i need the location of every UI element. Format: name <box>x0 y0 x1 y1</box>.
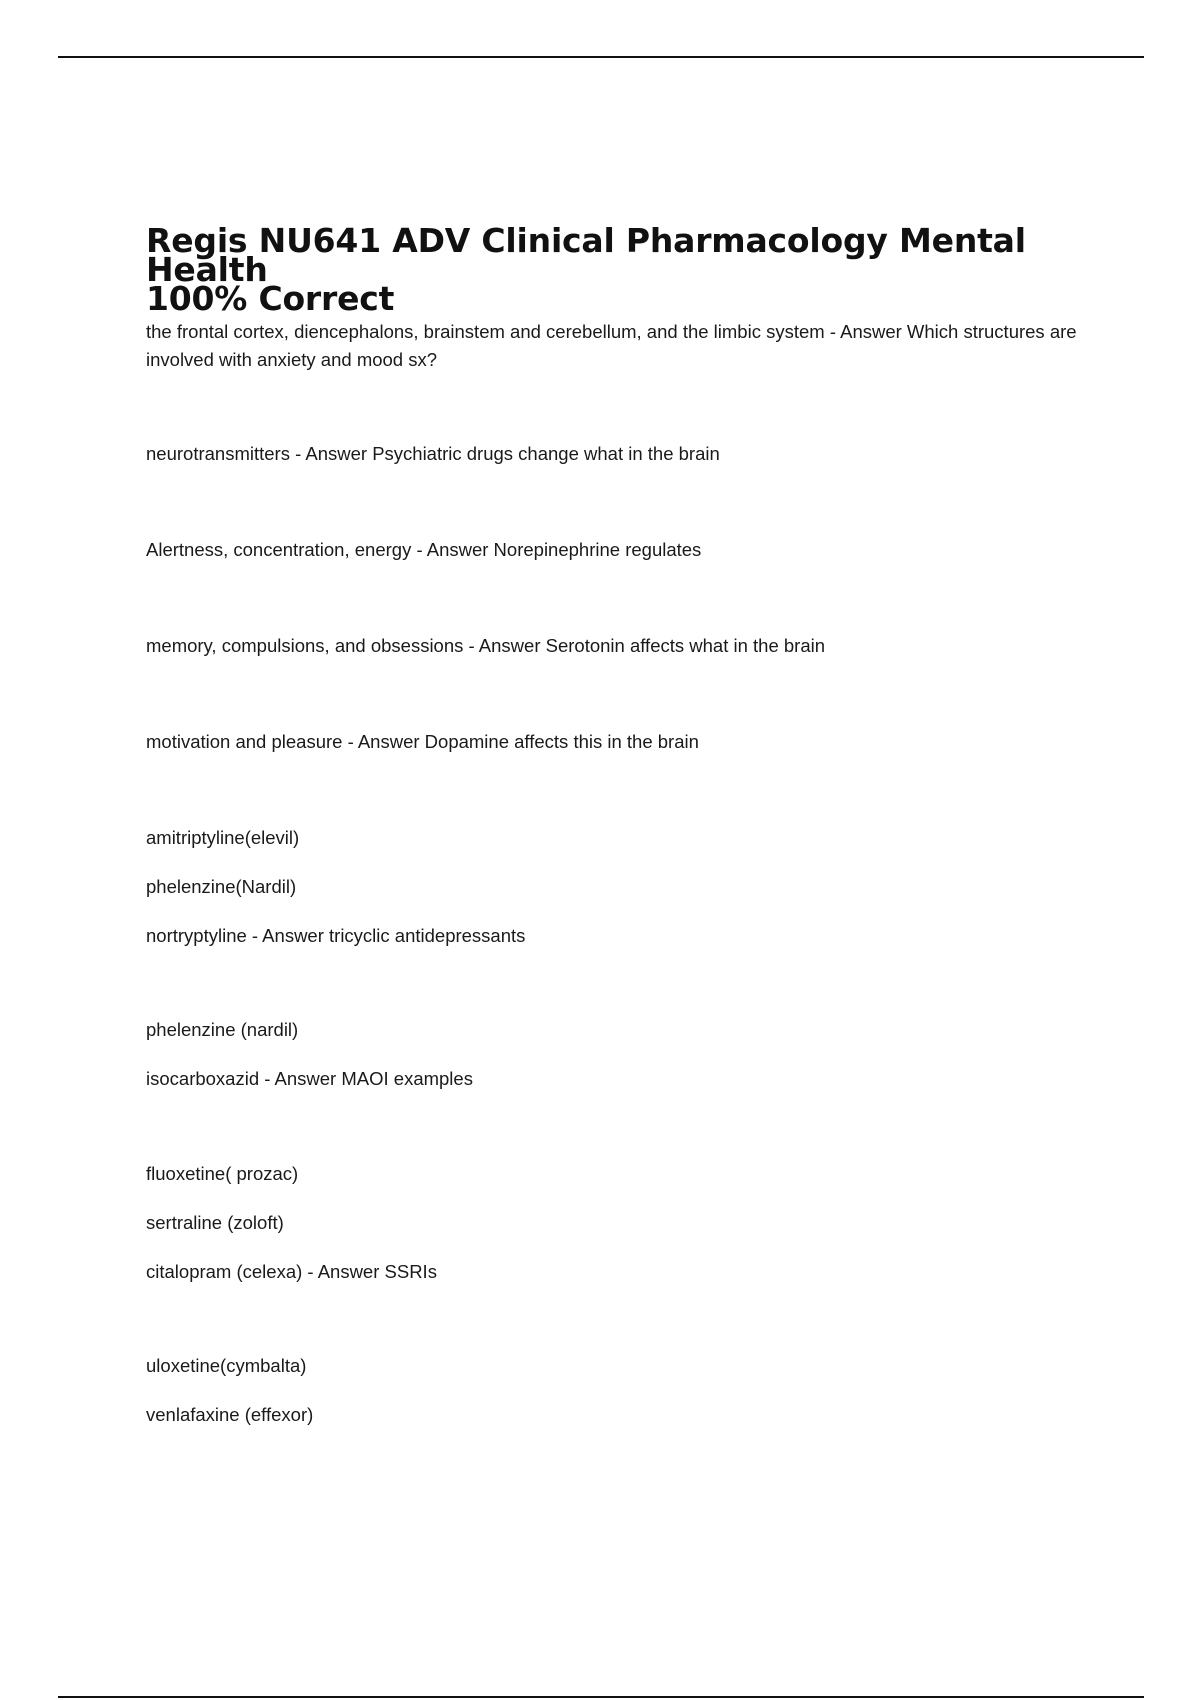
qa-text: memory, compulsions, and obsessions - Answer Serotonin affects what in the brain <box>146 635 826 656</box>
qa-item <box>146 632 1086 660</box>
document-body <box>146 221 1086 1425</box>
qa-item <box>146 728 1086 756</box>
qa-text: motivation and pleasure - Answer Dopamine affects this in the brain <box>146 731 699 752</box>
qa-item <box>146 318 1086 374</box>
qa-item <box>146 824 1086 950</box>
qa-text: nortryptyline - Answer tricyclic antidepressants <box>146 925 526 946</box>
footer-rule <box>58 1696 1144 1698</box>
qa-text: neurotransmitters - Answer Psychiatric drugs change what in the brain <box>146 443 720 464</box>
qa-item <box>146 536 1086 564</box>
qa-item <box>146 440 1086 468</box>
qa-text: Alertness, concentration, energy - Answer Norepinephrine regulates <box>146 539 702 560</box>
document-title-line-1: Regis NU641 ADV Clinical Pharmacology Mental Health <box>146 221 1026 289</box>
qa-item <box>146 1016 1086 1093</box>
qa-text: phelenzine (nardil) <box>146 1019 299 1040</box>
qa-text: phelenzine(Nardil) <box>146 876 297 897</box>
qa-text: venlafaxine (effexor) <box>146 1404 314 1425</box>
qa-text: fluoxetine( prozac) <box>146 1163 299 1184</box>
qa-item <box>146 1352 1086 1429</box>
qa-item <box>146 1160 1086 1286</box>
qa-text: citalopram (celexa) - Answer SSRIs <box>146 1261 437 1282</box>
document-title <box>146 221 1086 318</box>
qa-text: uloxetine(cymbalta) <box>146 1355 307 1376</box>
qa-text: isocarboxazid - Answer MAOI examples <box>146 1068 473 1089</box>
qa-text: the frontal cortex, diencephalons, brainstem and cerebellum, and the limbic system - Answer Which structures are involved with anxiety and mood sx? <box>146 321 1077 370</box>
header-rule <box>58 56 1144 58</box>
qa-text: amitriptyline(elevil) <box>146 827 300 848</box>
qa-text: sertraline (zoloft) <box>146 1212 284 1233</box>
document-title-line-2: 100% Correct <box>146 279 395 318</box>
